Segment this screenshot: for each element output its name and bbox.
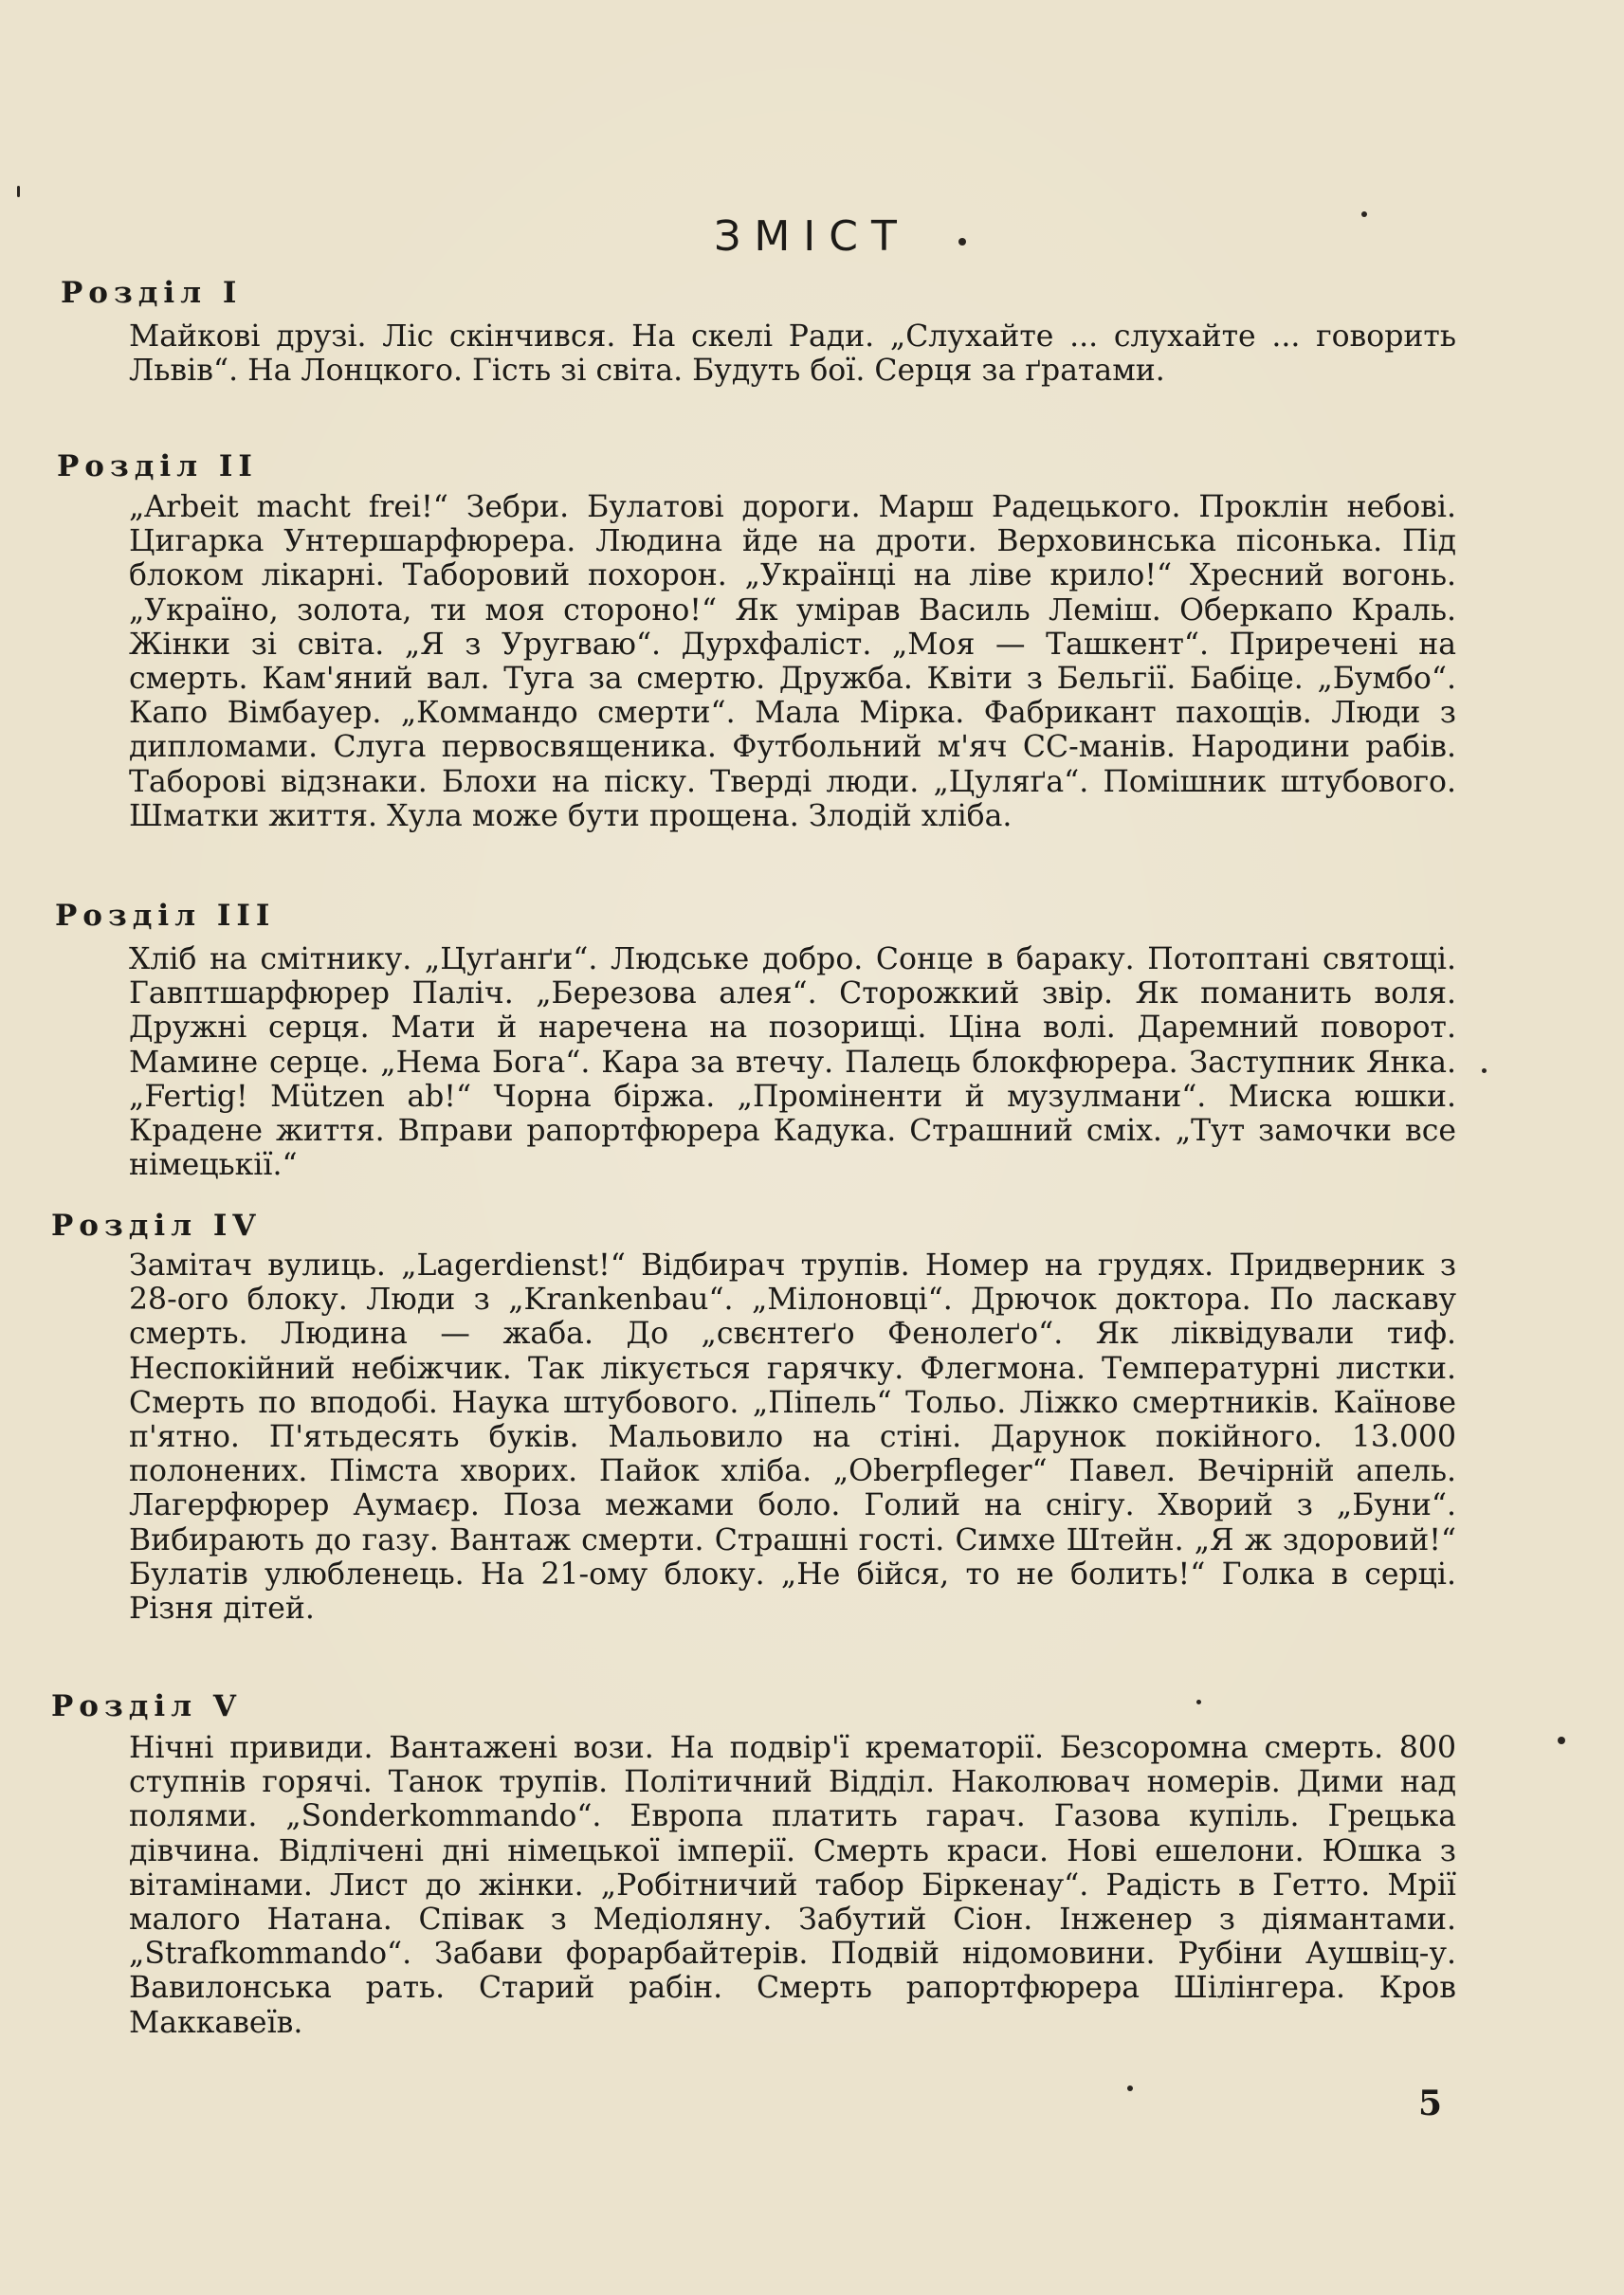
page-title: ЗМІСТ: [714, 212, 910, 261]
section-text-5: Нічні привиди. Вантажені вози. На подвір'ї крематорії. Безсоромна смерть. 800 ступнів горячі. Танок трупів. Політичний Відділ. Наколювач номерів. Дими над полями. „Sonderkommando“. Европа платить гарач. Газова купіль. Грецька дівчина. Відлічені дні німецької імперії. Смерть краси. Нові ешелони. Юшка з вітамінами. Лист до жінки. „Робітничий табор Біркенау“. Радість в Гетто. Мрії малого Натана. Співак з Медіоляну. Забутий Сіон. Інженер з діямантами. „Strafkommando“. Забави форарбайтерів. Подвій нідомовини. Рубіни Аушвіц-у. Вавилонська рать. Старий рабін. Смерть рапортфюрера Шілінгера. Кров Маккавеїв.: [129, 1731, 1456, 2040]
section-heading-2: Розділ II: [57, 449, 258, 483]
print-speck: [1482, 1068, 1487, 1073]
section-text-4: Замітач вулиць. „Lagerdienst!“ Відбирач трупів. Номер на грудях. Придверник з 28-ого блоку. Люди з „Krankenbau“. „Мілоновці“. Дрючок доктора. По ласкаву смерть. Людина — жаба. До „свєнтеґо Фенолеґо“. Як ліквідували тиф. Неспокійний небіжчик. Так лікується гарячку. Флегмона. Температурні листки. Смерть по вподобі. Наука штубового. „Піпель“ Тольо. Ліжко смертників. Каїнове п'ятно. П'ятьдесять буків. Мальовило на стіні. Дарунок покійного. 13.000 полонених. Пімста хворих. Пайок хліба. „Oberpfleger“ Павел. Вечірній апель. Лагерфюрер Аумаєр. Поза межами боло. Голий на снігу. Хворий з „Буни“. Вибирають до газу. Вантаж смерти. Страшні гості. Симхе Штейн. „Я ж здоровий!“ Булатів улюбленець. На 21-ому блоку. „Не бійся, то не болить!“ Голка в серці. Різня дітей.: [129, 1248, 1456, 1627]
section-text-3: Хліб на смітнику. „Цуґанґи“. Людське добро. Сонце в бараку. Потоптані святощі. Гавптшарфюрер Паліч. „Березова алея“. Сторожкий звір. Як поманить воля. Дружні серця. Мати й наречена на позорищі. Ціна волі. Даремний поворот. Мамине серце. „Нема Бога“. Кара за втечу. Палець блокфюрера. Заступник Янка. „Fertig! Mützen ab!“ Чорна біржа. „Проміненти й музулмани“. Миска юшки. Крадене життя. Вправи рапортфюрера Кадука. Страшний сміх. „Тут замочки все німецькії.“: [129, 942, 1456, 1183]
section-text-2: „Arbeit macht frei!“ Зебри. Булатові дороги. Марш Радецького. Проклін небові. Цигарка Унтершарфюрера. Людина йде на дроти. Верховинська пісонька. Під блоком лікарні. Таборовий похорон. „Українці на ліве крило!“ Хресний вогонь. „Україно, золота, ти моя стороно!“ Як умірав Василь Леміш. Оберкапо Краль. Жінки зі світа. „Я з Уругваю“. Дурхфаліст. „Моя — Ташкент“. Приречені на смерть. Кам'яний вал. Туга за смертю. Дружба. Квіти з Бельгії. Бабіце. „Бумбо“. Капо Вімбауер. „Коммандо смерти“. Мала Мірка. Фабрикант пахощів. Люди з дипломами. Слуга первосвященика. Футбольний м'яч СС-манів. Народини рабів. Таборові відзнаки. Блохи на піску. Тверді люди. „Цуляґа“. Помішник штубового. Шматки життя. Хула може бути прощена. Злодій хліба.: [129, 490, 1456, 833]
print-speck: [17, 186, 20, 197]
print-speck: [1558, 1737, 1565, 1744]
section-heading-5: Розділ V: [51, 1689, 242, 1723]
section-heading-4: Розділ IV: [51, 1209, 262, 1243]
page-number: 5: [1418, 2084, 1443, 2123]
section-text-1: Майкові друзі. Ліс скінчився. На скелі Ради. „Слухайте ... слухайте ... говорить Львів“. На Лонцкого. Гість зі світа. Будуть бої. Серця за ґратами.: [129, 319, 1456, 389]
print-speck: [1196, 1700, 1201, 1704]
print-speck: [958, 238, 966, 246]
section-heading-1: Розділ І: [61, 276, 243, 310]
print-speck: [1127, 2086, 1133, 2091]
print-speck: [1361, 211, 1367, 217]
section-heading-3: Розділ III: [55, 899, 276, 933]
